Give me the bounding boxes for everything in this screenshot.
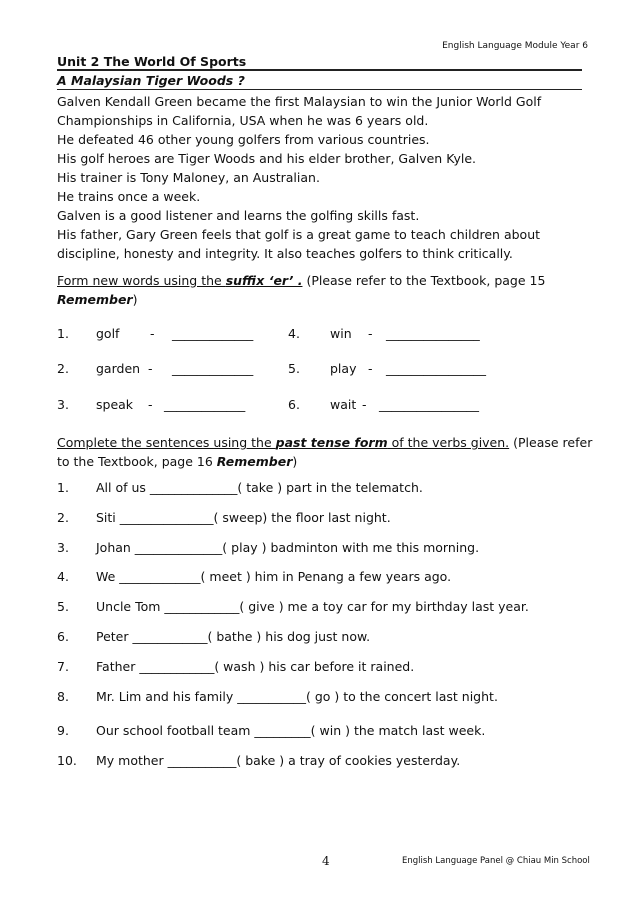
header-rule [57, 69, 582, 71]
item-number: 6. [288, 397, 300, 412]
word-row [0, 326, 638, 342]
item-number: 4. [288, 326, 300, 341]
sentence-row [0, 540, 638, 556]
passage-line: He defeated 46 other young golfers from various countries. [57, 132, 430, 147]
instr-past-tense: past tense form [275, 435, 388, 450]
item-word: garden [96, 361, 141, 376]
item-number: 10. [57, 753, 77, 768]
sentence-row [0, 629, 638, 645]
item-number: 4. [57, 569, 69, 584]
sentence-text[interactable]: We _____________( meet ) him in Penang a few years ago. [96, 569, 452, 584]
answer-blank[interactable]: _____________ [164, 397, 246, 412]
instr-text: ) [292, 454, 298, 469]
item-number: 1. [57, 480, 69, 495]
item-number: 6. [57, 629, 69, 644]
page-number: 4 [322, 854, 330, 868]
sentence-row [0, 510, 638, 526]
instr-text: Complete the sentences using the [57, 435, 276, 450]
instr-text: Form new words using the [57, 273, 226, 288]
unit-title: Unit 2 The World Of Sports [57, 54, 247, 69]
item-word: play [330, 361, 357, 376]
item-number: 3. [57, 397, 69, 412]
item-number: 3. [57, 540, 69, 555]
item-number: 5. [288, 361, 300, 376]
passage-line: He trains once a week. [57, 189, 201, 204]
item-dash: - [362, 397, 367, 412]
item-dash: - [150, 326, 155, 341]
item-number: 9. [57, 723, 69, 738]
instr-text: of the verbs given. [387, 435, 510, 450]
title-rule [57, 89, 582, 90]
instr-text: (Please refer [509, 435, 593, 450]
item-number: 1. [57, 326, 69, 341]
sentence-text[interactable]: Siti _______________( sweep) the floor last night. [96, 510, 391, 525]
passage-line: His trainer is Tony Maloney, an Australian. [57, 170, 320, 185]
sentence-text[interactable]: Father ____________( wash ) his car before it rained. [96, 659, 415, 674]
instr-text: (Please refer to the Textbook, page 15 [302, 273, 546, 288]
instr-remember: Remember [216, 454, 293, 469]
sentence-row [0, 723, 638, 739]
passage-line: discipline, honesty and integrity. It also teaches golfers to think critically. [57, 246, 513, 261]
word-row [0, 397, 638, 413]
sentence-row [0, 480, 638, 496]
item-dash: - [368, 361, 373, 376]
item-word: speak [96, 397, 134, 412]
passage-line: His father, Gary Green feels that golf is a great game to teach children about [57, 227, 541, 242]
sentence-text[interactable]: Uncle Tom ____________( give ) me a toy car for my birthday last year. [96, 599, 529, 614]
passage-line: Galven Kendall Green became the first Malaysian to win the Junior World Golf [57, 94, 542, 109]
passage-line: Galven is a good listener and learns the golfing skills fast. [57, 208, 420, 223]
answer-blank[interactable]: _____________ [172, 326, 254, 341]
answer-blank[interactable]: _____________ [172, 361, 254, 376]
item-number: 7. [57, 659, 69, 674]
sentence-row [0, 599, 638, 615]
item-dash: - [368, 326, 373, 341]
sentence-text[interactable]: Our school football team _________( win ) the match last week. [96, 723, 486, 738]
answer-blank[interactable]: ________________ [386, 361, 486, 376]
instr-remember: Remember [57, 292, 133, 307]
item-dash: - [148, 397, 153, 412]
item-word: golf [96, 326, 120, 341]
module-title: English Language Module Year 6 [442, 41, 588, 51]
item-number: 2. [57, 510, 69, 525]
sentence-text[interactable]: Peter ____________( bathe ) his dog just now. [96, 629, 371, 644]
item-number: 5. [57, 599, 69, 614]
instr-text: ) [132, 292, 138, 307]
item-number: 2. [57, 361, 69, 376]
item-number: 8. [57, 689, 69, 704]
sentence-text[interactable]: All of us ______________( take ) part in the telematch. [96, 480, 423, 495]
answer-blank[interactable]: _______________ [386, 326, 480, 341]
sentence-text[interactable]: My mother ___________( bake ) a tray of cookies yesterday. [96, 753, 461, 768]
sentence-row [0, 659, 638, 675]
sentence-row [0, 753, 638, 769]
instr-text: to the Textbook, page 16 [57, 454, 217, 469]
sentence-text[interactable]: Mr. Lim and his family ___________( go ) to the concert last night. [96, 689, 498, 704]
passage-line: Championships in California, USA when he was 6 years old. [57, 113, 429, 128]
item-dash: - [148, 361, 153, 376]
word-row [0, 361, 638, 377]
sentence-text[interactable]: Johan ______________( play ) badminton with me this morning. [96, 540, 480, 555]
exercise1-instructions [57, 271, 587, 309]
passage [57, 92, 587, 263]
item-word: wait [330, 397, 357, 412]
sentence-row [0, 689, 638, 705]
instr-suffix: suffix ‘er’ . [225, 273, 303, 288]
passage-line: His golf heroes are Tiger Woods and his elder brother, Galven Kyle. [57, 151, 477, 166]
sentence-row [0, 569, 638, 585]
footer-credit: English Language Panel @ Chiau Min School [402, 856, 590, 866]
item-word: win [330, 326, 352, 341]
answer-blank[interactable]: ________________ [379, 397, 479, 412]
article-title: A Malaysian Tiger Woods ? [57, 73, 245, 88]
exercise2-instructions [57, 433, 593, 471]
